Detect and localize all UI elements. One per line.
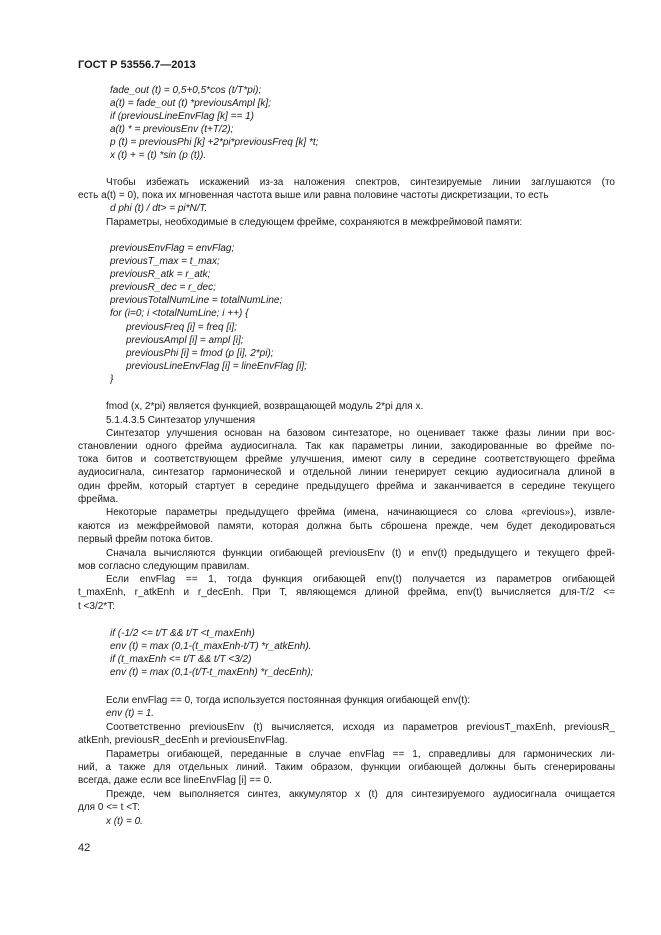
code-line: d phi (t) / dt> = pi*N/T. xyxy=(110,203,208,214)
code-line: a(t) = fade_out (t) *previousAmpl [k]; xyxy=(110,98,271,109)
code-line: previousAmpl [i] = ampl [i]; xyxy=(126,335,244,346)
text-line: Чтобы избежать искажений из-за наложения спектров, синтезируемые линии заглушаются (то xyxy=(106,177,615,188)
code-line: previousR_atk = r_atk; xyxy=(110,269,211,280)
text-line: первый фрейм потока битов. xyxy=(78,534,214,545)
code-line: previousPhi [i] = fmod (p [i], 2*pi); xyxy=(126,348,274,359)
text-line: Синтезатор улучшения основан на базовом синтезаторе, но оценивает также фазы линии при вос- xyxy=(106,428,615,439)
code-line: previousFreq [i] = freq [i]; xyxy=(126,322,237,333)
text-line: Соответственно previousEnv (t) вычисляется, исходя из параметров previousT_maxEnh, previousR_ xyxy=(106,722,615,733)
code-line: previousLineEnvFlag [i] = lineEnvFlag [i]; xyxy=(126,361,307,372)
code-line: env (t) = max (0,1-(t/T-t_maxEnh) *r_decEnh); xyxy=(110,667,314,678)
code-line: if (previousLineEnvFlag [k] == 1) xyxy=(110,111,254,122)
text-line: t_maxEnh, r_atkEnh и r_decEnh. При T, являющемся длиной фрейма, env(t) вычисляется для-T/2 <= xyxy=(78,587,615,598)
text-line: 5.1.4.3.5 Синтезатор улучшения xyxy=(106,415,256,426)
text-line: Сначала вычисляются функции огибающей previousEnv (t) и env(t) предыдущего и текущего фрей- xyxy=(106,548,615,559)
code-line: x (t) + = (t) *sin (p (t)). xyxy=(110,150,207,161)
code-line: if (-1/2 <= t/T && t/T <t_maxEnh) xyxy=(110,628,255,639)
text-line: мов согласно следующим правилам. xyxy=(78,561,250,572)
text-line: каются из межфреймовой памяти, которая должна быть сброшена прежде, чем будет декодироваться xyxy=(78,521,615,532)
code-line: previousEnvFlag = envFlag; xyxy=(110,243,235,254)
text-line: для 0 <= t <T: xyxy=(78,802,140,813)
code-line: previousTotalNumLine = totalNumLine; xyxy=(110,295,283,306)
code-line: p (t) = previousPhi [k] +2*pi*previousFreq [k] *t; xyxy=(110,137,319,148)
text-line: Прежде, чем выполняется синтез, аккумулятор x (t) для синтезируемого аудиосигнала очищается xyxy=(106,789,615,800)
page-header: ГОСТ Р 53556.7—2013 xyxy=(78,59,196,71)
code-line: x (t) = 0. xyxy=(106,816,143,827)
text-line: Некоторые параметры предыдущего фрейма (имена, начинающиеся со слова «previous»), извле- xyxy=(106,507,615,518)
text-line: становлении одного фрейма аудиосигнала. Так как параметры линии, закодированные во фрейме по- xyxy=(78,441,615,452)
page-number: 42 xyxy=(78,842,91,854)
code-line: a(t) * = previousEnv (t+T/2); xyxy=(110,124,234,135)
code-line: if (t_maxEnh <= t/T && t/T <3/2) xyxy=(110,654,252,665)
code-line: env (t) = 1. xyxy=(106,708,155,719)
text-line: Если envFlag == 1, тогда функция огибающей env(t) получается из параметров огибающей xyxy=(106,574,615,585)
code-line: for (i=0; i <totalNumLine; i ++) { xyxy=(110,308,249,319)
text-line: тока битов и соответствующем фрейме улучшения, имеют силу в середине соответствующего фрейма xyxy=(78,454,615,465)
code-line: previousR_dec = r_dec; xyxy=(110,282,216,293)
text-line: есть a(t) = 0), пока их мгновенная частота выше или равна половине частоты дискретизации, то есть xyxy=(78,190,549,201)
text-line: t <3/2*T: xyxy=(78,601,115,612)
text-line: Параметры огибающей, переданные в случае envFlag == 1, справедливы для гармонических ли- xyxy=(106,749,615,760)
text-line: Если envFlag == 0, тогда используется постоянная функция огибающей env(t): xyxy=(106,695,471,706)
text-line: fmod (x, 2*pi) является функцией, возвращающей модуль 2*pi для x. xyxy=(106,401,424,412)
code-line: previousT_max = t_max; xyxy=(110,256,220,267)
code-line: } xyxy=(110,374,114,385)
text-line: аудиосигнала, синтезатор гармонической и отдельной линии генерирует секцию аудиосигнала длиной в xyxy=(78,467,615,478)
text-line: всегда, даже если все lineEnvFlag [i] == 0. xyxy=(78,775,273,786)
text-line: фрейма. xyxy=(78,494,119,505)
text-line: Параметры, необходимые в следующем фрейме, сохраняются в межфреймовой памяти: xyxy=(106,217,523,228)
text-line: ний, а также для отдельных линий. Таким образом, функции огибающей должны быть сгенерированы xyxy=(78,762,615,773)
text-line: atkEnh, previousR_decEnh и previousEnvFlag. xyxy=(78,735,288,746)
code-line: fade_out (t) = 0,5+0,5*cos (t/T*pi); xyxy=(110,85,262,96)
text-line: один фрейм, который стартует в середине предыдущего фрейма и заканчивается в середине текущего xyxy=(78,481,615,492)
code-line: env (t) = max (0,1-(t_maxEnh-t/T) *r_atkEnh). xyxy=(110,641,312,652)
